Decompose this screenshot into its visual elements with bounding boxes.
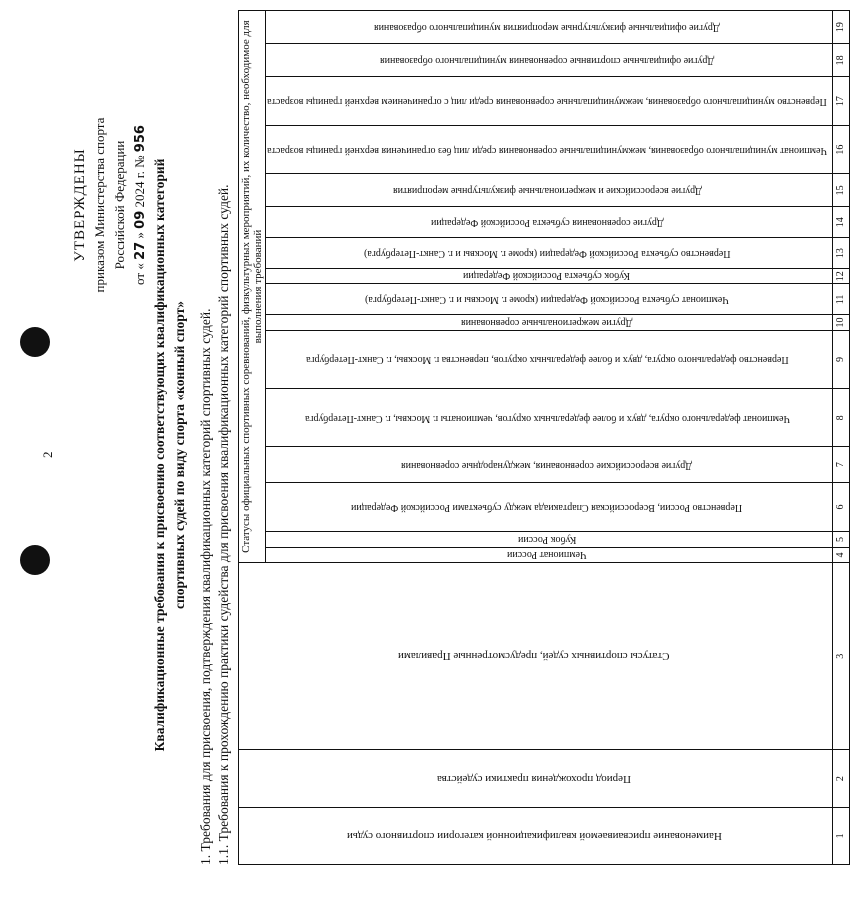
competition-header: Первенство России, Всероссийская Спартакиада между субъектами Российской Федерации [266, 482, 833, 532]
competition-header: Другие официальные физкультурные мероприятия муниципального образования [266, 11, 833, 44]
competition-header: Другие соревнования субъекта Российской Федерации [266, 207, 833, 238]
approval-block [70, 45, 151, 365]
approval-line: Российской Федерации [112, 140, 127, 270]
column-number: 7 [832, 447, 849, 482]
requirements-table [238, 10, 850, 865]
col-header-category: Наименование присваиваемой квалификационной категории спортивного судьи [239, 807, 833, 864]
column-number: 15 [832, 174, 849, 207]
column-number: 11 [832, 284, 849, 315]
col-header-judge-status: Статусы спортивных судей, предусмотренные Правилами [239, 563, 833, 750]
column-number: 1 [832, 807, 849, 864]
competition-header: Другие межрегиональные соревнования [266, 315, 833, 330]
approval-title: УТВЕРЖДЕНЫ [72, 148, 88, 262]
col-header-period: Период прохождения практики судейства [239, 750, 833, 807]
competition-header: Первенство субъекта Российской Федерации (кроме г. Москвы и г. Санкт-Петербурга) [266, 238, 833, 269]
approval-number: 956 [133, 125, 148, 153]
competition-header: Другие официальные спортивные соревнования муниципального образования [266, 44, 833, 77]
col-header-competition-statuses: Статусы официальных спортивных соревнований, физкультурных мероприятий, их количество, необходимое для выполнения требований [239, 11, 266, 563]
column-number: 18 [832, 44, 849, 77]
column-number: 6 [832, 482, 849, 532]
column-number: 2 [832, 750, 849, 807]
competition-header: Другие всероссийские и межрегиональные физкультурные мероприятия [266, 174, 833, 207]
competition-header: Кубок субъекта Российской Федерации [266, 269, 833, 284]
column-number: 10 [832, 315, 849, 330]
approval-line: приказом Министерства спорта [92, 117, 107, 293]
document-title: Квалификационные требования к присвоению соответствующих квалификационных категорий спортивных судей по виду спорта «конный спорт» [152, 158, 187, 752]
column-number: 19 [832, 11, 849, 44]
competition-header: Первенство федерального округа, двух и более федеральных округов, первенства г. Москвы, г. Санкт-Петербурга [266, 330, 833, 388]
approval-date: от « 27 » 09 2024 г. № 956 [132, 125, 148, 285]
competition-header: Чемпионат России [266, 547, 833, 562]
column-number: 14 [832, 207, 849, 238]
column-number: 17 [832, 77, 849, 125]
page-number: 2 [40, 451, 55, 458]
section-heading: 1.1. Требования к прохождению практики судейства для присвоения квалификационных категорий спортивных судей. [216, 184, 231, 865]
approval-month: 09 [133, 210, 148, 229]
punch-hole [20, 327, 50, 357]
section-heading: 1. Требования для присвоения, подтверждения квалификационных категорий спортивных судей. [198, 308, 213, 865]
competition-header: Кубок России [266, 532, 833, 547]
column-number: 3 [832, 563, 849, 750]
competition-header: Чемпионат муниципального образования, межмуниципальные соревнования среди лиц без ограничения верхней границы возраста [266, 125, 833, 173]
punch-hole [20, 545, 50, 575]
competition-header: Первенство муниципального образования, межмуниципальные соревнования среди лиц с ограничением верхней границы возраста [266, 77, 833, 125]
column-number: 5 [832, 532, 849, 547]
column-number: 13 [832, 238, 849, 269]
column-number: 16 [832, 125, 849, 173]
competition-header: Чемпионат субъекта Российской Федерации (кроме г. Москвы и г. Санкт-Петербурга) [266, 284, 833, 315]
column-number: 9 [832, 330, 849, 388]
approval-day: 27 [133, 241, 148, 260]
column-number: 4 [832, 547, 849, 562]
competition-header: Другие всероссийские соревнования, международные соревнования [266, 447, 833, 482]
column-number: 8 [832, 389, 849, 447]
competition-header: Чемпионат федерального округа, двух и более федеральных округов, чемпионаты г. Москвы, г. Санкт-Петербурга [266, 389, 833, 447]
column-number: 12 [832, 269, 849, 284]
